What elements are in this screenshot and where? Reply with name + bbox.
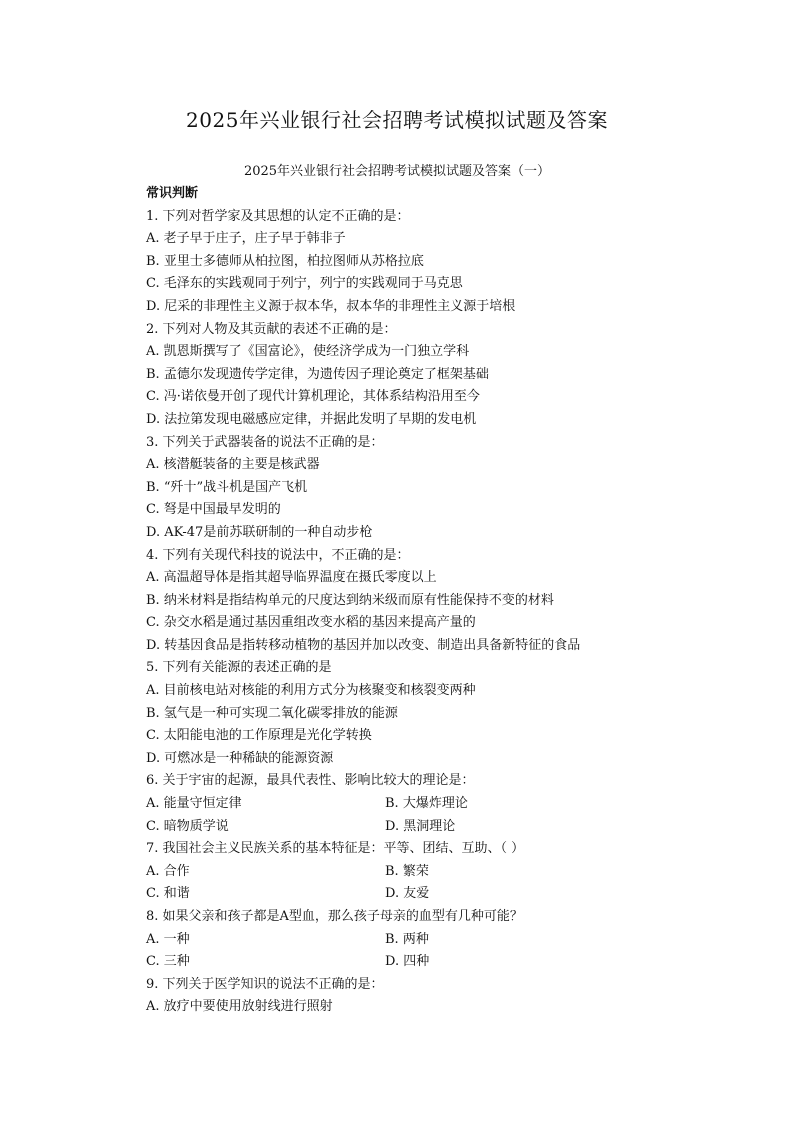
option-text: A. 老子早于庄子，庄子早于韩非子 (146, 231, 346, 247)
option-text: D. 友爱 (385, 886, 430, 902)
option-text: B. “歼十”战斗机是国产飞机 (146, 479, 308, 495)
option-text: B. 大爆炸理论 (385, 796, 468, 812)
option-text: A. 凯恩斯撰写了《国富论》，使经济学成为一门独立学科 (146, 344, 470, 360)
document-subtitle: 2025年兴业银行社会招聘考试模拟试题及答案（一） (243, 164, 551, 179)
question-text: 8. 如果父亲和孩子都是A型血，那么孩子母亲的血型有几种可能？ (146, 909, 523, 924)
option-row (146, 816, 746, 839)
option-text: C. 毛泽东的实践观同于列宁，列宁的实践观同于马克思 (146, 276, 463, 292)
question-text: 7. 我国社会主义民族关系的基本特征是：平等、团结、互助、（ ） (146, 841, 525, 857)
option-text: B. 孟德尔发现遗传学定律，为遗传因子理论奠定了框架基础 (146, 366, 489, 382)
option-text: C. 杂交水稻是通过基因重组改变水稻的基因来提高产量的 (146, 615, 476, 631)
question-content (146, 183, 746, 1019)
option-text: B. 亚里士多德师从柏拉图，柏拉图师从苏格拉底 (146, 253, 424, 269)
option-row (146, 883, 746, 906)
option-text: D. AK-47是前苏联研制的一种自动步枪 (146, 524, 373, 540)
option-text: A. 目前核电站对核能的利用方式分为核聚变和核裂变两种 (146, 683, 476, 699)
option-text: B. 氢气是一种可实现二氧化碳零排放的能源 (146, 705, 398, 721)
option-row (146, 929, 746, 952)
option-row (146, 861, 746, 884)
option-text: C. 冯·诺依曼开创了现代计算机理论，其体系结构沿用至今 (146, 389, 480, 405)
option-text: D. 法拉第发现电磁感应定律，并据此发明了早期的发电机 (146, 411, 477, 427)
option-text: C. 三种 (146, 954, 190, 970)
option-text: A. 核潜艇装备的主要是核武器 (146, 457, 320, 473)
question-text: 5. 下列有关能源的表述正确的是 (146, 660, 332, 676)
option-text: D. 黑洞理论 (385, 818, 456, 834)
option-row (146, 793, 746, 816)
option-text: C. 暗物质学说 (146, 818, 229, 834)
option-text: D. 尼采的非理性主义源于叔本华，叔本华的非理性主义源于培根 (146, 298, 516, 314)
option-text: A. 一种 (146, 931, 190, 947)
option-row (146, 951, 746, 974)
option-text: B. 两种 (385, 931, 429, 947)
option-text: D. 四种 (385, 954, 430, 970)
option-text: A. 放疗中要使用放射线进行照射 (146, 999, 333, 1015)
section-heading: 常识判断 (146, 186, 199, 201)
option-text: D. 可燃冰是一种稀缺的能源资源 (146, 750, 334, 766)
option-text: A. 合作 (146, 863, 190, 879)
option-text: C. 太阳能电池的工作原理是光化学转换 (146, 728, 372, 744)
document-title: 2025年兴业银行社会招聘考试模拟试题及答案 (186, 108, 608, 132)
option-text: C. 弩是中国最早发明的 (146, 502, 281, 518)
question-text: 3. 下列关于武器装备的说法不正确的是： (146, 434, 384, 450)
question-text: 6. 关于宇宙的起源，最具代表性、影响比较大的理论是： (146, 773, 475, 789)
question-text: 1. 下列对哲学家及其思想的认定不正确的是： (146, 208, 410, 224)
option-text: D. 转基因食品是指转移动植物的基因并加以改变、制造出具备新特征的食品 (146, 637, 581, 653)
option-text: A. 高温超导体是指其超导临界温度在摄氏零度以上 (146, 570, 437, 586)
option-text: B. 纳米材料是指结构单元的尺度达到纳米级而原有性能保持不变的材料 (146, 592, 554, 608)
question-text: 4. 下列有关现代科技的说法中，不正确的是： (146, 547, 410, 563)
question-text: 2. 下列对人物及其贡献的表述不正确的是： (146, 321, 397, 337)
option-text: A. 能量守恒定律 (146, 796, 242, 812)
option-text: C. 和谐 (146, 886, 190, 902)
option-text: B. 繁荣 (385, 863, 429, 879)
question-text: 9. 下列关于医学知识的说法不正确的是： (146, 976, 384, 992)
